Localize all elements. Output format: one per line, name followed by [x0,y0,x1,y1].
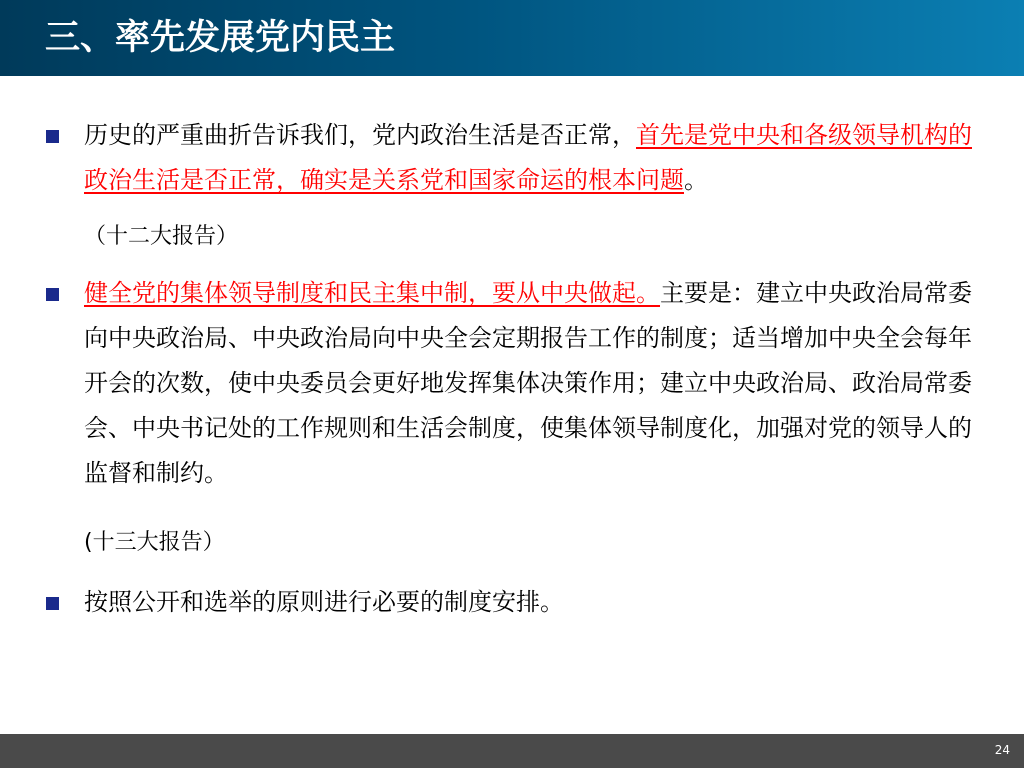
bullet-1-text-end: 。 [684,166,708,194]
bullet-square-icon [46,288,59,301]
bullet-2-text-emphasis: 健全党的集体领导制度和民主集中制，要从中央做起。 [84,279,660,307]
title-bar [0,0,1024,76]
footer-bar [0,734,1024,768]
page-number: 24 [994,743,1010,757]
bullet-2-text [84,271,984,496]
bullet-2-source-note: (十三大报告） [84,530,225,555]
bullet-square-icon [46,130,59,143]
bullet-2-text-normal: 主要是：建立中央政治局常委向中央政治局、中央政治局向中央全会定期报告工作的制度；适当增加中央全会每年开会的次数，使中央委员会更好地发挥集体决策作用；建立中央政治局、政治局常委会、中央书记处的工作规则和生活会制度，使集体领导制度化，加强对党的领导人的监督和制约。 [84,279,972,487]
bullet-1-text-emphasis: 首先是党中央和各级领导机构的政治生活是否正常，确实是关系党和国家命运的根本问题 [84,121,972,194]
bullet-square-icon [46,597,59,610]
slide-title: 三、率先发展党内民主 [45,18,396,58]
bullet-1-source-note: （十二大报告） [84,224,239,249]
bullet-3-text: 按照公开和选举的原则进行必要的制度安排。 [84,588,564,616]
bullet-1-text [84,113,984,203]
bullet-1-text-normal: 历史的严重曲折告诉我们，党内政治生活是否正常， [84,121,636,149]
